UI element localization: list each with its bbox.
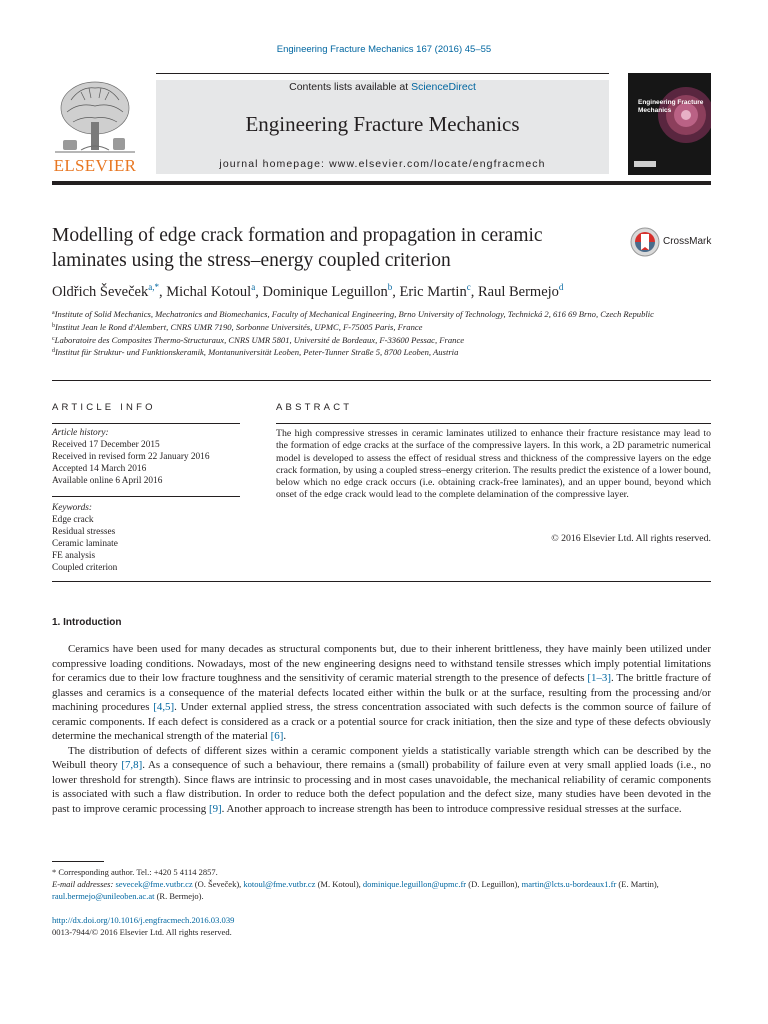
history-item: Accepted 14 March 2016 bbox=[52, 464, 147, 474]
tree-icon bbox=[51, 78, 139, 158]
keyword-item: Ceramic laminate bbox=[52, 539, 118, 549]
author-affiliation-mark[interactable]: c bbox=[466, 282, 471, 292]
crossmark-icon bbox=[630, 227, 660, 257]
affiliation-item bbox=[52, 346, 672, 359]
keyword-item: Edge crack bbox=[52, 515, 94, 525]
email-link[interactable]: kotoul@fme.vutbr.cz bbox=[243, 879, 316, 889]
email-link[interactable]: sevecek@fme.vutbr.cz bbox=[115, 879, 193, 889]
doi-link[interactable]: http://dx.doi.org/10.1016/j.engfracmech.2016.03.039 bbox=[52, 915, 235, 925]
abstract-heading: ABSTRACT bbox=[276, 402, 353, 413]
author-name[interactable]: Michal Kotoul bbox=[166, 284, 252, 300]
history-item: Received in revised form 22 January 2016 bbox=[52, 452, 210, 462]
sciencedirect-link[interactable]: ScienceDirect bbox=[411, 81, 476, 93]
crossmark-label: CrossMark bbox=[663, 236, 712, 247]
article-info-rule bbox=[52, 423, 240, 424]
paragraph-text: . As a consequence of such a behaviour, there remains a (small) probability of failure even at very small applied loads (i.e., no lower threshold for strength). Since flaws are intrinsic to processing and in most cases unavoidable, the mechanical reliability of ceramic components is associated with such a flaw distribution. In order to reduce both the defect population and the defect size, many studies have been devoted in the past to improve ceramic processing bbox=[52, 759, 711, 816]
elsevier-wordmark: ELSEVIER bbox=[53, 156, 137, 175]
keywords-heading: Keywords: bbox=[52, 503, 92, 513]
paragraph-text: . The brittle fracture of glasses and ceramics is a consequence of the material defects located either within the bulk or at the surface, resulting from the processing and/or machining procedures bbox=[52, 672, 711, 714]
citation-link[interactable]: [9] bbox=[208, 803, 222, 816]
cover-art-icon bbox=[628, 73, 711, 175]
author-name[interactable]: Eric Martin bbox=[399, 284, 467, 300]
keyword-item: Coupled criterion bbox=[52, 563, 118, 573]
affiliation-text: Institut für Struktur- und Funktionskeramik, Montanuniversität Leoben, Peter-Tunner Straße 5, 8700 Leoben, Austria bbox=[55, 347, 459, 358]
journal-citation[interactable]: Engineering Fracture Mechanics 167 (2016) 45–55 bbox=[276, 44, 492, 55]
email-addresses bbox=[52, 878, 711, 902]
abstract-text: The high compressive stresses in ceramic laminates utilized to enhance their fracture resistance may lead to the formation of edge cracks at the surface of the compressive layers. In this work, a 2D parametric numerical model is developed to assess the effect of residual stress and thickness of the compressive layers on the edge crack formation, by using a coupled stress–energy criterion. The results predict the existence of a lower bound, below which no edge crack occurs (i.e. obtaining crack-free laminates), and an upper bound, beyond which onset of the edge crack would lead to the complete delamination of the compressive layer. bbox=[276, 428, 711, 501]
crossmark-button[interactable] bbox=[630, 227, 714, 257]
affiliation-mark: a bbox=[52, 310, 55, 316]
paragraph-text: The distribution of defects of different sizes within a ceramic component yields a statistically variable strength which can be described by the Weibull theory bbox=[52, 744, 711, 772]
keyword-item: FE analysis bbox=[52, 551, 96, 561]
author-name[interactable]: Dominique Leguillon bbox=[262, 284, 388, 300]
author-affiliation-mark[interactable]: b bbox=[387, 282, 393, 292]
keyword-item: Residual stresses bbox=[52, 527, 116, 537]
author-name[interactable]: Oldřich Ševeček bbox=[52, 284, 149, 300]
affiliation-text: Laboratoire des Composites Thermo-Structuraux, CNRS UMR 5801, Université de Bordeaux, F-33600 Pessac, France bbox=[54, 334, 465, 345]
email-link[interactable]: martin@lcts.u-bordeaux1.fr bbox=[521, 879, 617, 889]
abstract-rule bbox=[276, 423, 711, 424]
history-item: Received 17 December 2015 bbox=[52, 440, 160, 450]
email-link[interactable]: dominique.leguillon@upmc.fr bbox=[362, 879, 467, 889]
email-owner: (O. Ševeček), bbox=[192, 879, 244, 889]
paragraph-text: . Under external applied stress, the stress concentration associated with such defects is the common source of failure of ceramic components. If each defect is considered as a crack or a potential source for crack initiation, then the size and type of these defects obviously determine the mechanical strength of the material bbox=[52, 701, 711, 743]
author-list: Oldřich Ševeček$^{a,*}$, Michal Kotoul$^a$, Dominique Leguillon$^b$, Eric Martin$^c$, Raul Bermejo$^d$ bbox=[52, 282, 564, 300]
introduction-body bbox=[52, 642, 711, 817]
author-affiliation-mark[interactable]: d bbox=[558, 282, 564, 292]
doi-block bbox=[52, 914, 711, 939]
paragraph-text: . bbox=[283, 730, 287, 743]
introduction-paragraph bbox=[52, 642, 711, 744]
history-heading: Article history: bbox=[52, 428, 109, 438]
author-affiliation-mark[interactable]: a bbox=[251, 282, 256, 292]
contents-prefix: Contents lists available at bbox=[289, 81, 412, 93]
email-owner: (D. Leguillon), bbox=[466, 879, 522, 889]
keywords bbox=[52, 502, 242, 574]
author-affiliation-mark[interactable]: a,* bbox=[148, 282, 159, 292]
introduction-paragraph bbox=[52, 744, 711, 817]
affiliation-item bbox=[52, 308, 672, 321]
journal-cover-image[interactable] bbox=[628, 73, 711, 175]
masthead-top-rule bbox=[156, 73, 609, 74]
email-owner: (R. Bermejo). bbox=[154, 891, 204, 901]
citation-link[interactable]: [6] bbox=[270, 730, 284, 743]
email-owner: (E. Martin), bbox=[616, 879, 659, 889]
article-info-heading: ARTICLE INFO bbox=[52, 402, 156, 413]
paragraph-text: Ceramics have been used for many decades as structural components but, due to their inherent brittleness, they have mainly been utilized under compressive loading conditions. Nowadays, most of the new engineering designs need to withstand tensile stresses which imply potential limitations for ceramics due to their low fracture toughness and the sensitivity of ceramic material strength to the presence of defects bbox=[52, 643, 711, 685]
citation-link[interactable]: [1–3] bbox=[587, 672, 611, 685]
affiliation-mark: b bbox=[52, 322, 55, 329]
email-label: E-mail addresses: bbox=[52, 879, 114, 889]
affiliation-mark: c bbox=[52, 335, 55, 342]
affiliation-item bbox=[52, 334, 672, 347]
corresponding-author-note: * Corresponding author. Tel.: +420 5 4114 2857. bbox=[52, 867, 218, 877]
affiliations bbox=[52, 308, 672, 359]
history-item: Available online 6 April 2016 bbox=[52, 476, 163, 486]
section-divider bbox=[52, 581, 711, 582]
keywords-rule bbox=[52, 496, 240, 497]
section-divider bbox=[52, 380, 711, 381]
contents-available-line bbox=[156, 81, 609, 93]
email-owner: (M. Kotoul), bbox=[315, 879, 363, 889]
citation-link[interactable]: [7,8] bbox=[121, 759, 143, 772]
footnote-rule bbox=[52, 861, 104, 862]
article-history bbox=[52, 427, 242, 487]
journal-name: Engineering Fracture Mechanics bbox=[245, 112, 520, 136]
affiliation-text: Institut Jean le Rond d'Alembert, CNRS UMR 7190, Sorbonne Universités, UPMC, F-75005 Paris, France bbox=[55, 321, 423, 332]
paper-title: Modelling of edge crack formation and propagation in ceramic laminates using the stress–energy coupled criterion bbox=[52, 225, 543, 271]
citation-link[interactable]: [4,5] bbox=[153, 701, 175, 714]
issn-copyright: 0013-7944/© 2016 Elsevier Ltd. All rights reserved. bbox=[52, 927, 232, 938]
author-name[interactable]: Raul Bermejo bbox=[477, 284, 559, 300]
introduction-heading: 1. Introduction bbox=[52, 617, 122, 628]
affiliation-item bbox=[52, 321, 672, 334]
affiliation-text: Institute of Solid Mechanics, Mechatronics and Biomechanics, Faculty of Mechanical Engineering, Brno University of Technology, Technická 2, 616 69 Brno, Czech Republic bbox=[54, 309, 654, 319]
abstract-copyright: © 2016 Elsevier Ltd. All rights reserved. bbox=[551, 533, 711, 544]
paragraph-text: . Another approach to increase strength has been to introduce compressive residual stresses at the surface. bbox=[221, 803, 682, 816]
masthead-bottom-rule bbox=[52, 181, 711, 185]
footnotes bbox=[52, 866, 711, 902]
affiliation-mark: d bbox=[52, 348, 55, 355]
cover-title: Engineering Fracture Mechanics bbox=[638, 99, 704, 114]
email-link[interactable]: raul.bermejo@unileoben.ac.at bbox=[52, 891, 155, 901]
journal-homepage[interactable]: journal homepage: www.elsevier.com/locate/engfracmech bbox=[219, 158, 546, 170]
